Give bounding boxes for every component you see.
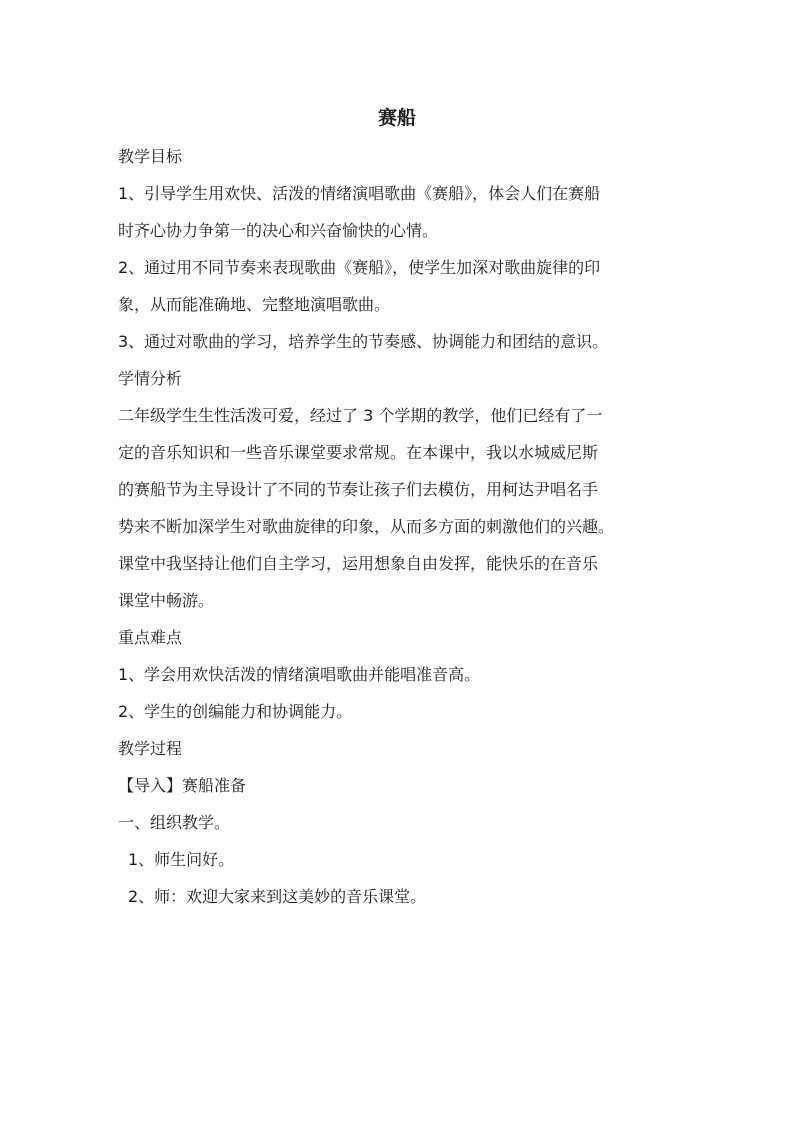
paragraph-line: 势来不断加深学生对歌曲旋律的印象，从而多方面的刺激他们的兴趣。	[118, 517, 615, 536]
paragraph-line: 课堂中畅游。	[118, 591, 215, 610]
paragraph-line: 1、引导学生用欢快、活泼的情绪演唱歌曲《赛船》，体会人们在赛船	[118, 184, 601, 203]
paragraph-line: 2、师：欢迎大家来到这美妙的音乐课堂。	[128, 887, 427, 906]
subsection-heading: 【导入】赛船准备	[118, 776, 247, 795]
section-heading-analysis: 学情分析	[118, 369, 183, 388]
paragraph-line: 2、通过用不同节奏来表现歌曲《赛船》，使学生加深对歌曲旋律的印	[118, 258, 601, 277]
paragraph-line: 一、组织教学。	[118, 813, 231, 832]
document-title: 赛船	[377, 107, 416, 129]
paragraph-line: 课堂中我坚持让他们自主学习，运用想象自由发挥，能快乐的在音乐	[118, 554, 599, 573]
paragraph-line: 1、学会用欢快活泼的情绪演唱歌曲并能唱准音高。	[118, 665, 481, 684]
paragraph-line: 时齐心协力争第一的决心和兴奋愉快的心情。	[118, 221, 439, 240]
paragraph-line: 3、通过对歌曲的学习，培养学生的节奏感、协调能力和团结的意识。	[118, 332, 609, 351]
document-body	[118, 145, 688, 922]
paragraph-line: 定的音乐知识和一些音乐课堂要求常规。在本课中，我以水城威尼斯	[118, 443, 599, 462]
section-heading-key-points: 重点难点	[118, 628, 183, 647]
paragraph-line: 二年级学生生性活泼可爱，经过了 3 个学期的教学，他们已经有了一	[118, 406, 603, 425]
section-heading-objectives: 教学目标	[118, 147, 183, 166]
section-heading-process: 教学过程	[118, 739, 183, 758]
paragraph-line: 1、师生问好。	[128, 850, 235, 869]
paragraph-line: 2、学生的创编能力和协调能力。	[118, 702, 353, 721]
paragraph-line: 象，从而能准确地、完整地演唱歌曲。	[118, 295, 391, 314]
paragraph-line: 的赛船节为主导设计了不同的节奏让孩子们去模仿，用柯达尹唱名手	[118, 480, 599, 499]
